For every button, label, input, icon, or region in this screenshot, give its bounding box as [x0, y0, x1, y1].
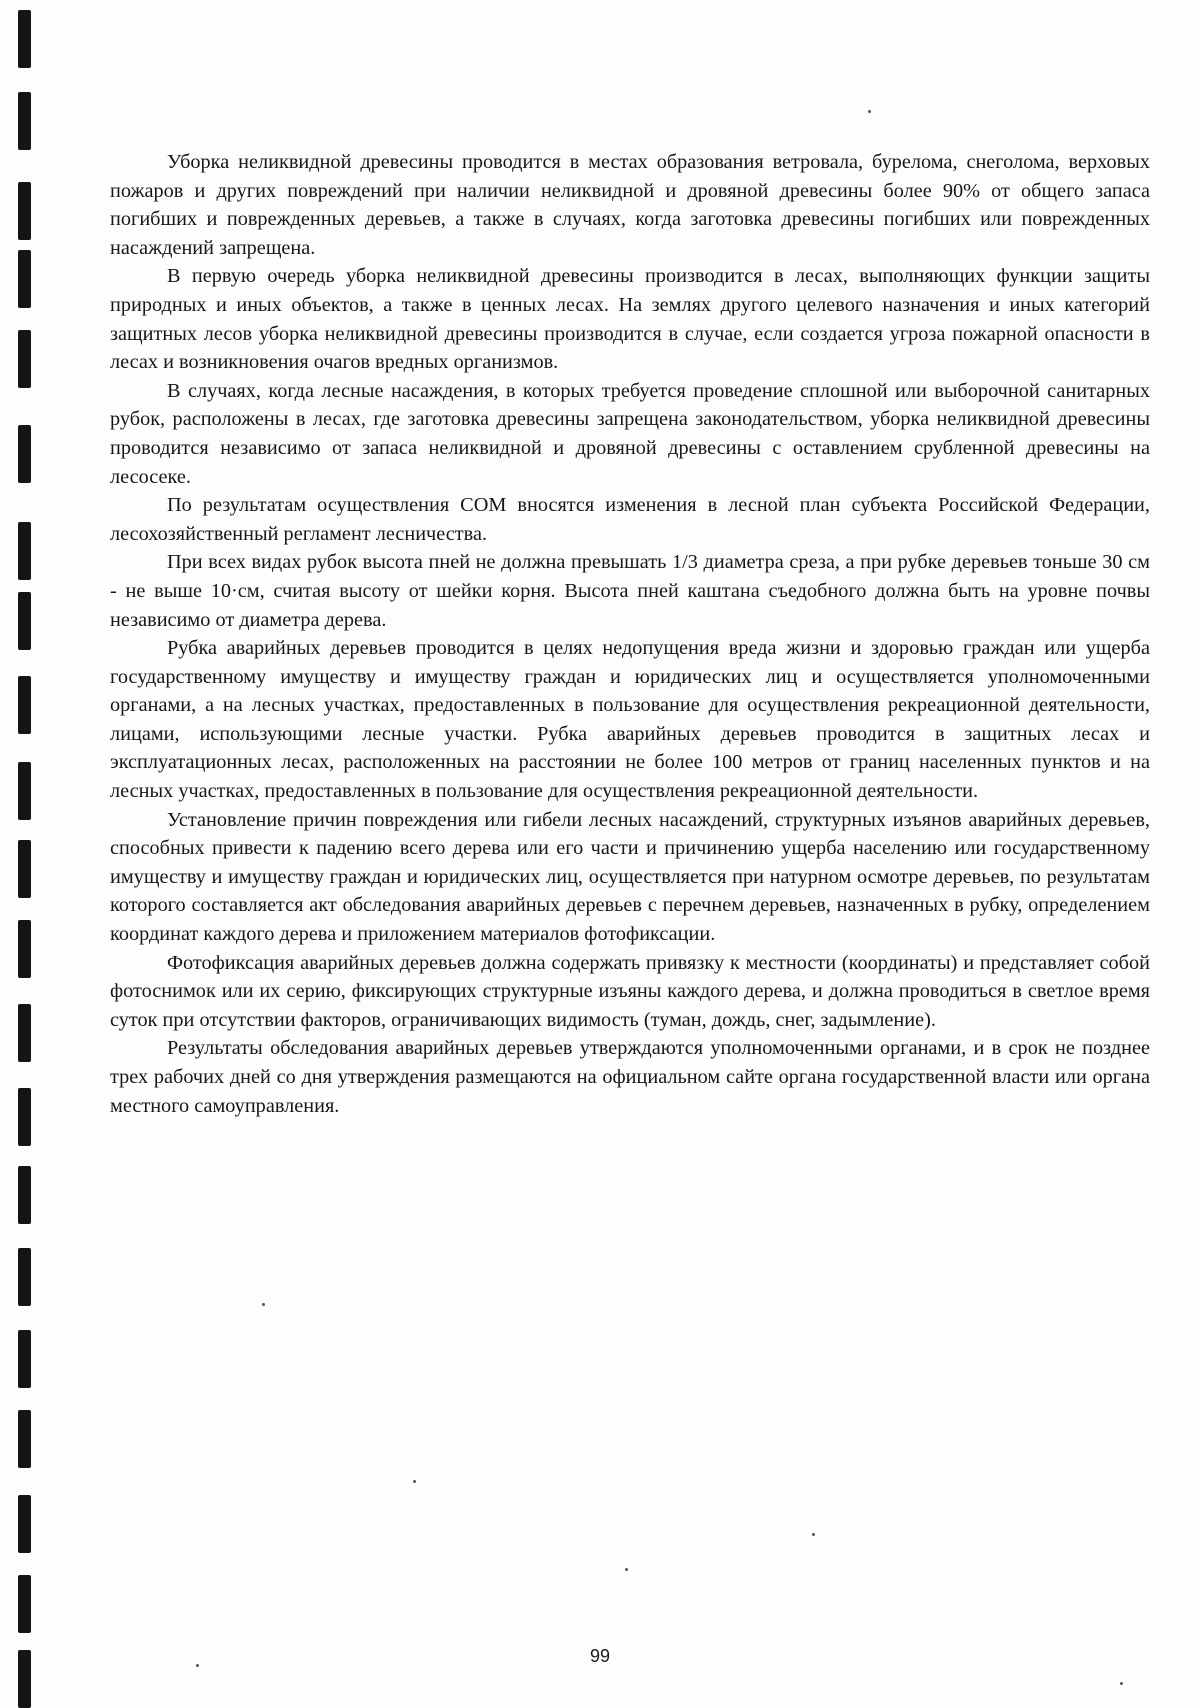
binding-mark — [18, 762, 31, 820]
binding-mark — [18, 920, 31, 978]
paragraph: В первую очередь уборка неликвидной древесины производится в лесах, выполняющих функции защиты природных и иных объектов, а также в ценных лесах. На землях другого целевого назначения и иных категорий защитных лесов уборка неликвидной древесины производится в случае, если создается угроза пожарной опасности в лесах и возникновения очагов вредных организмов. — [110, 265, 1150, 374]
scan-speck — [812, 1533, 815, 1536]
paragraph: Результаты обследования аварийных деревьев утверждаются уполномоченными органами, и в срок не позднее трех рабочих дней со дня утверждения размещаются на официальном сайте органа государственной власти или органа местного самоуправления. — [110, 1037, 1150, 1117]
binding-mark — [18, 592, 31, 650]
body-text — [110, 148, 1150, 1120]
binding-mark — [18, 1495, 31, 1553]
page-number: 99 — [589, 1646, 611, 1666]
binding-mark — [18, 676, 31, 734]
binding-mark — [18, 182, 31, 240]
binding-mark — [18, 250, 31, 308]
scan-speck — [625, 1568, 628, 1571]
paragraph: Установление причин повреждения или гибели лесных насаждений, структурных изъянов аварийных деревьев, способных привести к падению всего дерева или его части и причинению ущерба населению или государственному имуществу и имуществу граждан и юридических лиц, осуществляется при натурном осмотре деревьев, по результатам которого составляется акт обследования аварийных деревьев с перечнем деревьев, назначенных в рубку, определением координат каждого дерева и приложением материалов фотофиксации. — [110, 808, 1150, 946]
binding-mark — [18, 1004, 31, 1062]
scan-speck — [413, 1480, 416, 1483]
binding-mark — [18, 1088, 31, 1146]
binding-mark — [18, 1575, 31, 1633]
paragraph: По результатам осуществления СОМ вносятся изменения в лесной план субъекта Российской Федерации, лесохозяйственный регламент лесничества. — [110, 494, 1150, 545]
binding-mark — [18, 10, 31, 68]
paragraph: Фотофиксация аварийных деревьев должна содержать привязку к местности (координаты) и представляет собой фотоснимок или их серию, фиксирующих структурные изъяны каждого дерева, и должна проводиться в светлое время суток при отсутствии факторов, ограничивающих видимость (туман, дождь, снег, задымление). — [110, 951, 1150, 1031]
paragraph: Уборка неликвидной древесины проводится в местах образования ветровала, бурелома, снеголома, верховых пожаров и других повреждений при наличии неликвидной и дровяной древесины более 90% от общего запаса погибших и поврежденных деревьев, а также в случаях, когда заготовка древесины погибших или поврежденных насаждений запрещена. — [110, 151, 1150, 259]
binding-mark — [18, 1166, 31, 1224]
binding-mark — [18, 1410, 31, 1468]
binding-mark — [18, 1330, 31, 1388]
paragraph: При всех видах рубок высота пней не должна превышать 1/3 диаметра среза, а при рубке деревьев тоньше 30 см - не выше 10·см, считая высоту от шейки корня. Высота пней каштана съедобного должна быть на уровне почвы независимо от диаметра дерева. — [110, 551, 1150, 631]
scan-speck — [868, 110, 871, 113]
paragraph: В случаях, когда лесные насаждения, в которых требуется проведение сплошной или выборочной санитарных рубок, расположены в лесах, где заготовка древесины запрещена законодательством, уборка неликвидной древесины проводится независимо от запаса неликвидной и дровяной древесины с оставлением срубленной древесины на лесосеке. — [110, 379, 1150, 488]
binding-mark — [18, 425, 31, 483]
binding-mark — [18, 92, 31, 150]
binding-mark — [18, 330, 31, 388]
scan-speck — [1120, 1682, 1123, 1685]
paragraph: Рубка аварийных деревьев проводится в целях недопущения вреда жизни и здоровью граждан или ущерба государственному имуществу и имуществу граждан и юридических лиц и осуществляется уполномоченными органами, а на лесных участках, предоставленных в пользование для осуществления рекреационной деятельности, лицами, использующими лесные участки. Рубка аварийных деревьев проводится в защитных лесах и эксплуатационных лесах, расположенных на расстоянии не более 100 метров от границ населенных пунктов и на лесных участках, предоставленных в пользование для осуществления рекреационной деятельности. — [110, 637, 1150, 803]
scan-speck — [262, 1303, 265, 1306]
binding-mark — [18, 840, 31, 898]
binding-mark — [18, 1248, 31, 1306]
binding-mark — [18, 522, 31, 580]
